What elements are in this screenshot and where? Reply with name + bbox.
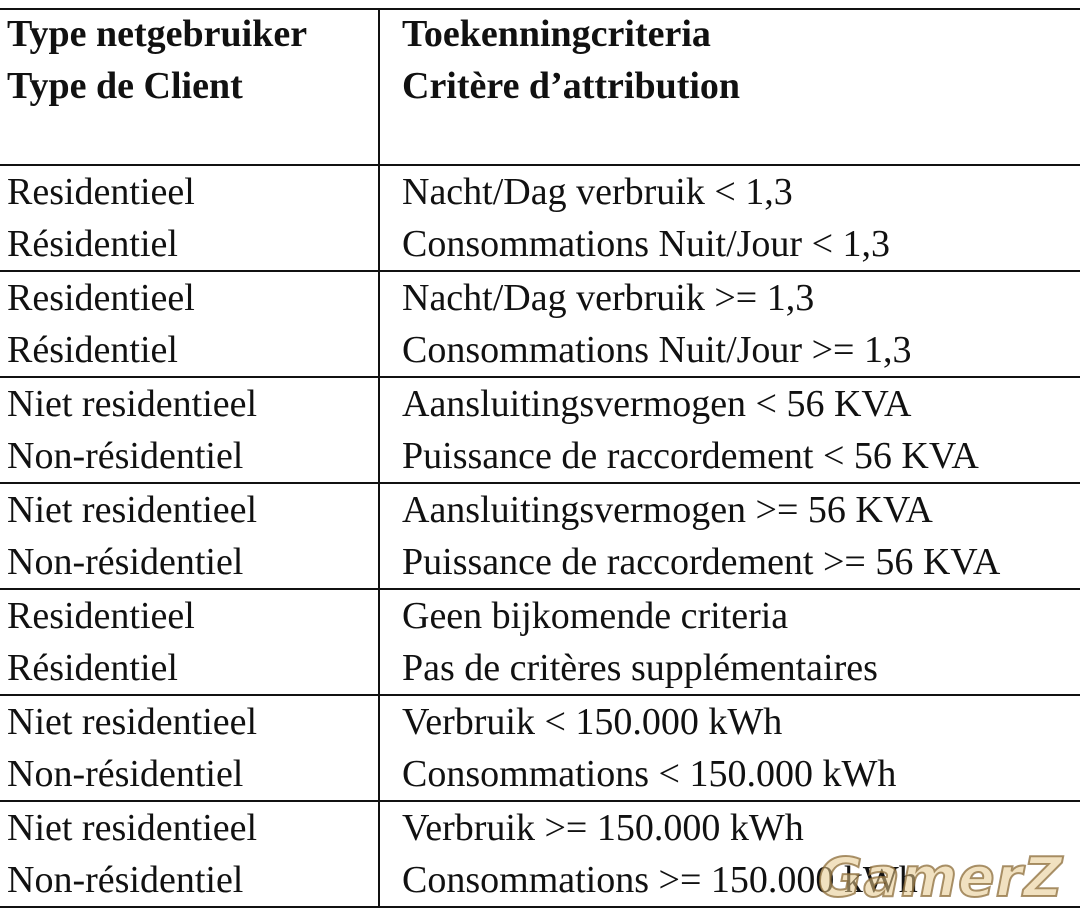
table-row <box>0 165 1080 271</box>
client-type-nl: Residentieel <box>7 171 195 213</box>
criteria-fr: Consommations Nuit/Jour < 1,3 <box>402 223 891 265</box>
table-header-row <box>0 8 1080 165</box>
table-row <box>0 377 1080 483</box>
table-row <box>0 483 1080 589</box>
criteria-cell <box>379 483 1080 589</box>
client-type-cell <box>0 589 379 695</box>
header-client-type <box>0 8 379 165</box>
criteria-cell <box>379 271 1080 377</box>
criteria-nl: Verbruik >= 150.000 kWh <box>402 807 804 849</box>
client-type-cell <box>0 801 379 907</box>
client-type-nl: Niet residentieel <box>7 383 258 425</box>
criteria-nl: Geen bijkomende criteria <box>402 595 789 637</box>
client-type-nl: Residentieel <box>7 277 195 319</box>
criteria-cell <box>379 589 1080 695</box>
criteria-cell <box>379 165 1080 271</box>
table-row <box>0 589 1080 695</box>
client-type-nl: Niet residentieel <box>7 489 258 531</box>
table-row <box>0 271 1080 377</box>
client-type-nl: Residentieel <box>7 595 195 637</box>
table-row <box>0 695 1080 801</box>
criteria-fr: Consommations Nuit/Jour >= 1,3 <box>402 329 912 371</box>
header-criteria-nl: Toekenningcriteria <box>402 13 711 55</box>
criteria-fr: Puissance de raccordement < 56 KVA <box>402 435 979 477</box>
criteria-nl: Aansluitingsvermogen < 56 KVA <box>402 383 912 425</box>
header-criteria-fr: Critère d’attribution <box>402 65 741 107</box>
criteria-nl: Aansluitingsvermogen >= 56 KVA <box>402 489 933 531</box>
criteria-cell <box>379 801 1080 907</box>
criteria-cell <box>379 377 1080 483</box>
criteria-fr: Consommations >= 150.000 kWh <box>402 859 918 901</box>
client-type-fr: Non-résidentiel <box>7 859 244 901</box>
criteria-fr: Puissance de raccordement >= 56 KVA <box>402 541 1001 583</box>
criteria-nl: Nacht/Dag verbruik < 1,3 <box>402 171 793 213</box>
client-type-nl: Niet residentieel <box>7 701 258 743</box>
table-row <box>0 801 1080 907</box>
client-type-fr: Résidentiel <box>7 223 178 265</box>
criteria-fr: Pas de critères supplémentaires <box>402 647 878 689</box>
client-type-cell <box>0 377 379 483</box>
client-type-nl: Niet residentieel <box>7 807 258 849</box>
header-client-type-fr: Type de Client <box>7 65 243 107</box>
table-body <box>0 165 1080 907</box>
criteria-fr: Consommations < 150.000 kWh <box>402 753 897 795</box>
client-type-fr: Non-résidentiel <box>7 753 244 795</box>
client-type-fr: Résidentiel <box>7 329 178 371</box>
client-type-fr: Résidentiel <box>7 647 178 689</box>
client-type-cell <box>0 483 379 589</box>
header-client-type-nl: Type netgebruiker <box>7 13 308 55</box>
criteria-table <box>0 8 1080 908</box>
client-type-cell <box>0 165 379 271</box>
client-type-cell <box>0 271 379 377</box>
watermark-logo: GamerZ <box>818 846 1064 909</box>
criteria-nl: Nacht/Dag verbruik >= 1,3 <box>402 277 815 319</box>
criteria-cell <box>379 695 1080 801</box>
client-type-cell <box>0 695 379 801</box>
client-type-fr: Non-résidentiel <box>7 541 244 583</box>
criteria-nl: Verbruik < 150.000 kWh <box>402 701 783 743</box>
header-criteria <box>379 8 1080 165</box>
client-type-fr: Non-résidentiel <box>7 435 244 477</box>
